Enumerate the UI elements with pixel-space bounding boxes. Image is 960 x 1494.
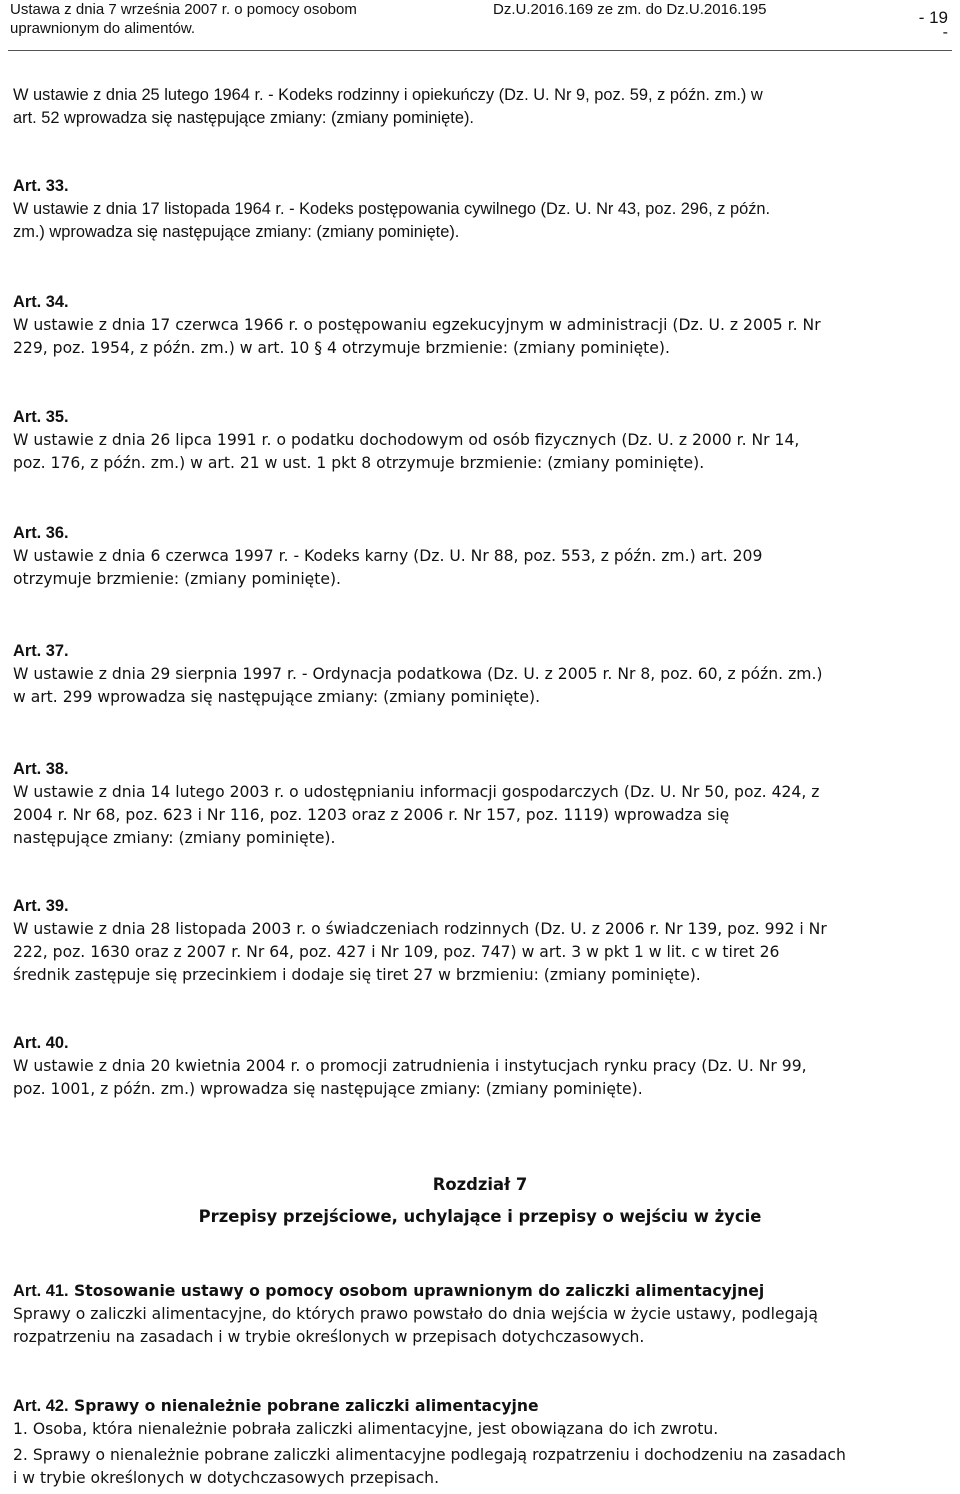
article-text-line: W ustawie z dnia 6 czerwca 1997 r. - Kodeks karny (Dz. U. Nr 88, poz. 553, z późn. zm.) art. 209 — [13, 547, 763, 565]
article-39 — [13, 895, 948, 987]
article-heading: Art. 41. — [13, 1282, 69, 1300]
article-text-line: następujące zmiany: (zmiany pominięte). — [13, 829, 336, 847]
article-text-line: art. 52 wprowadza się następujące zmiany: (zmiany pominięte). — [13, 109, 474, 127]
article-heading: Art. 35. — [13, 408, 69, 426]
article-35 — [13, 406, 948, 475]
article-33 — [13, 175, 948, 244]
article-paragraph-2-line-2: i w trybie określonych w dotychczasowych przepisach. — [13, 1469, 440, 1487]
journal-reference: Dz.U.2016.169 ze zm. do Dz.U.2016.195 — [493, 1, 767, 18]
document-title-line-2: uprawnionym do alimentów. — [10, 20, 196, 37]
article-heading-line — [13, 1280, 948, 1303]
page-number: - 19 — [918, 8, 948, 27]
article-heading-line — [13, 1395, 948, 1418]
article-text-line: Sprawy o zaliczki alimentacyjne, do których prawo powstało do dnia wejścia w życie ustawy, podlegają — [13, 1305, 818, 1323]
article-heading: Art. 42. — [13, 1397, 69, 1415]
article-text-line: W ustawie z dnia 17 czerwca 1966 r. o postępowaniu egzekucyjnym w administracji (Dz. U. z 2005 r. Nr — [13, 316, 821, 334]
article-text-line: W ustawie z dnia 14 lutego 2003 r. o udostępnianiu informacji gospodarczych (Dz. U. Nr 50, poz. 424, z — [13, 783, 820, 801]
article-37 — [13, 640, 948, 709]
document-title — [10, 0, 410, 38]
article-heading: Art. 39. — [13, 897, 69, 915]
article-text-segment: 4 otrzymuje brzmienie: (zmiany pominięte). — [327, 339, 670, 357]
article-paragraph-2-line-1: 2. Sprawy o nienależnie pobrane zaliczki alimentacyjne podlegają rozpatrzeniu i dochodzeniu na zasadach — [13, 1446, 846, 1464]
article-text-line: poz. 176, z późn. zm.) w art. 21 w ust. 1 pkt 8 otrzymuje brzmienie: (zmiany pominięte). — [13, 454, 705, 472]
chapter-number: Rozdział 7 — [432, 1175, 528, 1194]
article-title: Stosowanie ustawy o pomocy osobom uprawnionym do zaliczki alimentacyjnej — [74, 1282, 765, 1300]
article-heading: Art. 34. — [13, 293, 69, 311]
article-text-line: średnik zastępuje się przecinkiem i dodaje się tiret 27 w brzmieniu: (zmiany pominięte). — [13, 966, 701, 984]
article-text-line: W ustawie z dnia 26 lipca 1991 r. o podatku dochodowym od osób fizycznych (Dz. U. z 2000 r. Nr 14, — [13, 431, 800, 449]
article-text-line: otrzymuje brzmienie: (zmiany pominięte). — [13, 570, 342, 588]
article-42 — [13, 1395, 948, 1490]
chapter-title: Przepisy przejściowe, uchylające i przepisy o wejściu w życie — [198, 1207, 762, 1226]
article-34 — [13, 291, 948, 360]
article-text-line: W ustawie z dnia 17 listopada 1964 r. - Kodeks postępowania cywilnego (Dz. U. Nr 43, poz. 296, z późn. — [13, 200, 771, 218]
article-text-line: 222, poz. 1630 oraz z 2007 r. Nr 64, poz. 427 i Nr 109, poz. 747) w art. 3 w pkt 1 w lit. c w tiret 26 — [13, 943, 780, 961]
article-heading: Art. 38. — [13, 760, 69, 778]
article-heading: Art. 40. — [13, 1034, 69, 1052]
article-36 — [13, 522, 948, 591]
article-heading: Art. 37. — [13, 642, 69, 660]
article-text-line: 2004 r. Nr 68, poz. 623 i Nr 116, poz. 1203 oraz z 2006 r. Nr 157, poz. 1119) wprowadza się — [13, 806, 730, 824]
article-paragraph-1: 1. Osoba, która nienależnie pobrała zaliczki alimentacyjne, jest obowiązana do ich zwrotu. — [13, 1420, 719, 1438]
article-text-line: poz. 1001, z późn. zm.) wprowadza się następujące zmiany: (zmiany pominięte). — [13, 1080, 643, 1098]
header-divider — [8, 50, 952, 51]
page-number-dash: - — [942, 24, 948, 41]
article-38 — [13, 758, 948, 850]
article-title: Sprawy o nienależnie pobrane zaliczki alimentacyjne — [74, 1397, 539, 1415]
article-heading: Art. 33. — [13, 177, 69, 195]
article-32-tail — [13, 84, 948, 130]
article-text-line: W ustawie z dnia 29 sierpnia 1997 r. - Ordynacja podatkowa (Dz. U. z 2005 r. Nr 8, poz. 60, z późn. zm.) — [13, 665, 823, 683]
article-text-line: rozpatrzeniu na zasadach i w trybie określonych w przepisach dotychczasowych. — [13, 1328, 645, 1346]
article-heading: Art. 36. — [13, 524, 69, 542]
article-text-line: W ustawie z dnia 25 lutego 1964 r. - Kodeks rodzinny i opiekuńczy (Dz. U. Nr 9, poz. 59, z późn. zm.) w — [13, 86, 763, 104]
article-text-line — [13, 337, 948, 360]
article-41 — [13, 1280, 948, 1349]
section-sign-icon: § — [314, 339, 323, 357]
article-text-line: zm.) wprowadza się następujące zmiany: (zmiany pominięte). — [13, 223, 460, 241]
document-title-line-1: Ustawa z dnia 7 września 2007 r. o pomocy osobom — [10, 1, 357, 18]
article-40 — [13, 1032, 948, 1101]
article-text-line: W ustawie z dnia 28 listopada 2003 r. o świadczeniach rodzinnych (Dz. U. z 2006 r. Nr 139, poz. 992 i Nr — [13, 920, 827, 938]
article-text-line: W ustawie z dnia 20 kwietnia 2004 r. o promocji zatrudnienia i instytucjach rynku pracy (Dz. U. Nr 99, — [13, 1057, 807, 1075]
article-text-line: w art. 299 wprowadza się następujące zmiany: (zmiany pominięte). — [13, 688, 541, 706]
article-text-segment: 229, poz. 1954, z późn. zm.) w art. 10 — [13, 339, 310, 357]
